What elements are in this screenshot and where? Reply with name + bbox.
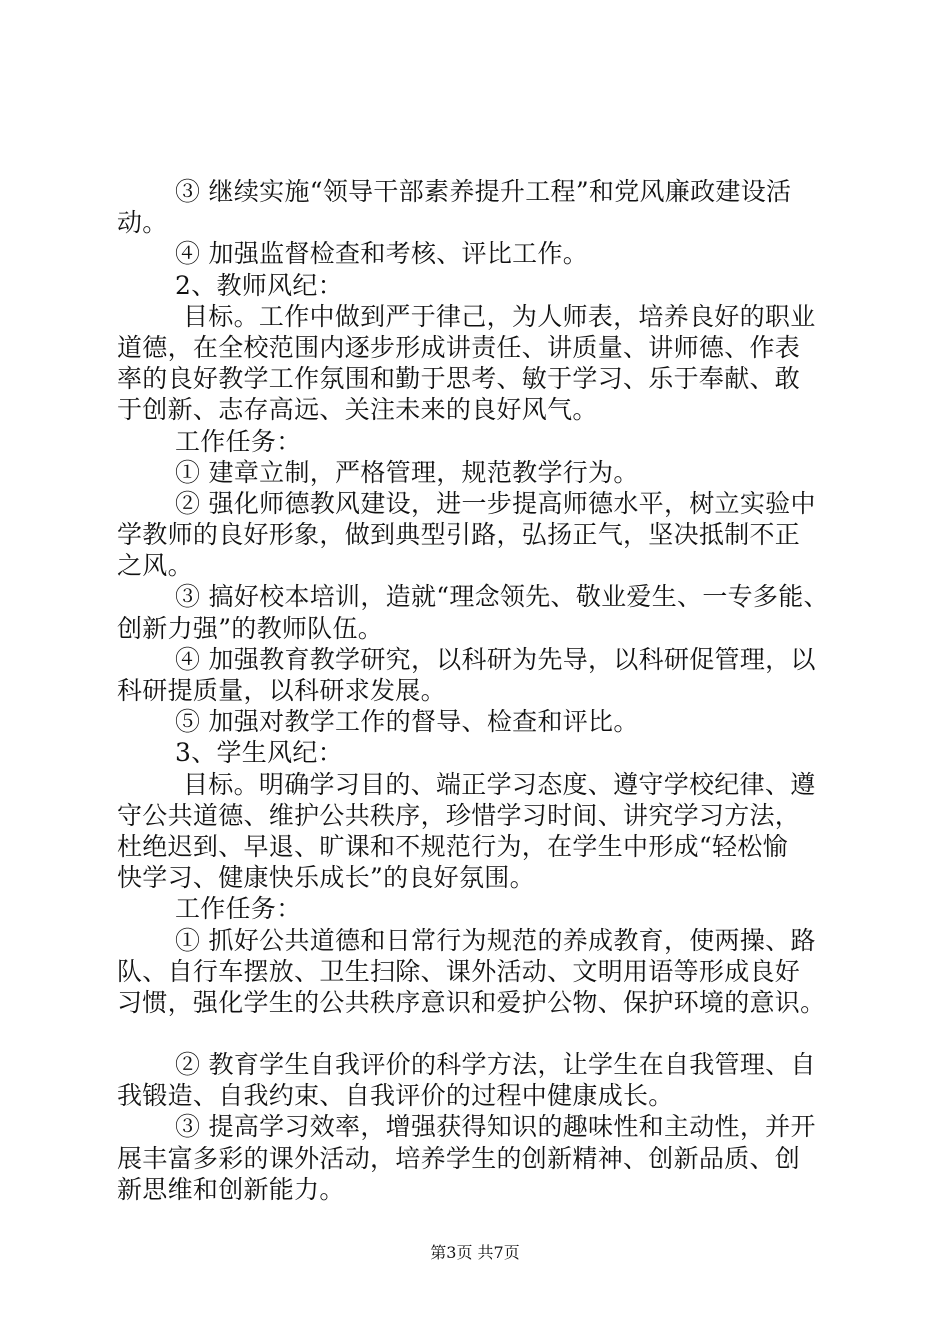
text-line: ③ 提高学习效率，增强获得知识的趣味性和主动性，并开	[175, 1112, 816, 1142]
text-line: ③ 搞好校本培训，造就“理念领先、敬业爱生、一专多能、	[175, 582, 829, 612]
text-line: 动。	[117, 208, 168, 238]
text-line: 展丰富多彩的课外活动，培养学生的创新精神、创新品质、创	[117, 1143, 801, 1173]
text-line: ④ 加强教育教学研究，以科研为先导，以科研促管理，以	[175, 644, 816, 674]
section-heading: 3、学生风纪：	[175, 738, 344, 768]
text-line: 目标。工作中做到严于律己，为人师表，培养良好的职业	[183, 301, 816, 331]
section-heading: 2、教师风纪：	[175, 270, 344, 300]
text-line: 科研提质量，以科研求发展。	[117, 676, 446, 705]
text-line: 创新力强”的教师队伍。	[117, 613, 384, 643]
text-line: ① 抓好公共道德和日常行为规范的养成教育，使两操、路	[175, 925, 816, 955]
text-line: 新思维和创新能力。	[117, 1174, 345, 1204]
text-line: 队、自行车摆放、卫生扫除、课外活动、文明用语等形成良好	[117, 956, 801, 986]
text-line: ② 教育学生自我评价的科学方法，让学生在自我管理、自	[175, 1050, 816, 1080]
page-number: 第3页 共7页	[430, 1243, 520, 1262]
text-line: 杜绝迟到、早退、旷课和不规范行为，在学生中形成“轻松愉	[117, 831, 788, 861]
text-line: 我锻造、自我约束、自我评价的过程中健康成长。	[117, 1081, 674, 1111]
text-line: ④ 加强监督检查和考核、评比工作。	[175, 239, 589, 269]
text-line: 学教师的良好形象，做到典型引路，弘扬正气，坚决抵制不正	[117, 520, 801, 550]
text-line: 于创新、志存高远、关注未来的良好风气。	[117, 395, 598, 425]
paragraph-gap	[117, 1018, 852, 1049]
text-line: 之风。	[117, 551, 193, 581]
text-line: 快学习、健康快乐成长”的良好氛围。	[117, 863, 535, 893]
text-line: 率的良好教学工作氛围和勤于思考、敏于学习、乐于奉献、敢	[117, 364, 801, 394]
text-line: 习惯，强化学生的公共秩序意识和爱护公物、保护环境的意识。	[117, 987, 826, 1017]
subsection-heading: 工作任务：	[175, 426, 302, 456]
text-line: 守公共道德、维护公共秩序，珍惜学习时间、讲究学习方法，	[117, 800, 801, 830]
subsection-heading: 工作任务：	[175, 894, 302, 924]
text-line: ① 建章立制，严格管理，规范教学行为。	[175, 457, 639, 487]
text-line: ② 强化师德教风建设，进一步提高师德水平，树立实验中	[175, 488, 816, 518]
document-body	[117, 176, 852, 1205]
text-line: ⑤ 加强对教学工作的督导、检查和评比。	[175, 707, 639, 737]
text-line: 道德，在全校范围内逐步形成讲责任、讲质量、讲师德、作表	[117, 332, 801, 362]
text-line: ③ 继续实施“领导干部素养提升工程”和党风廉政建设活	[175, 177, 792, 206]
text-line: 目标。明确学习目的、端正学习态度、遵守学校纪律、遵	[183, 769, 816, 799]
